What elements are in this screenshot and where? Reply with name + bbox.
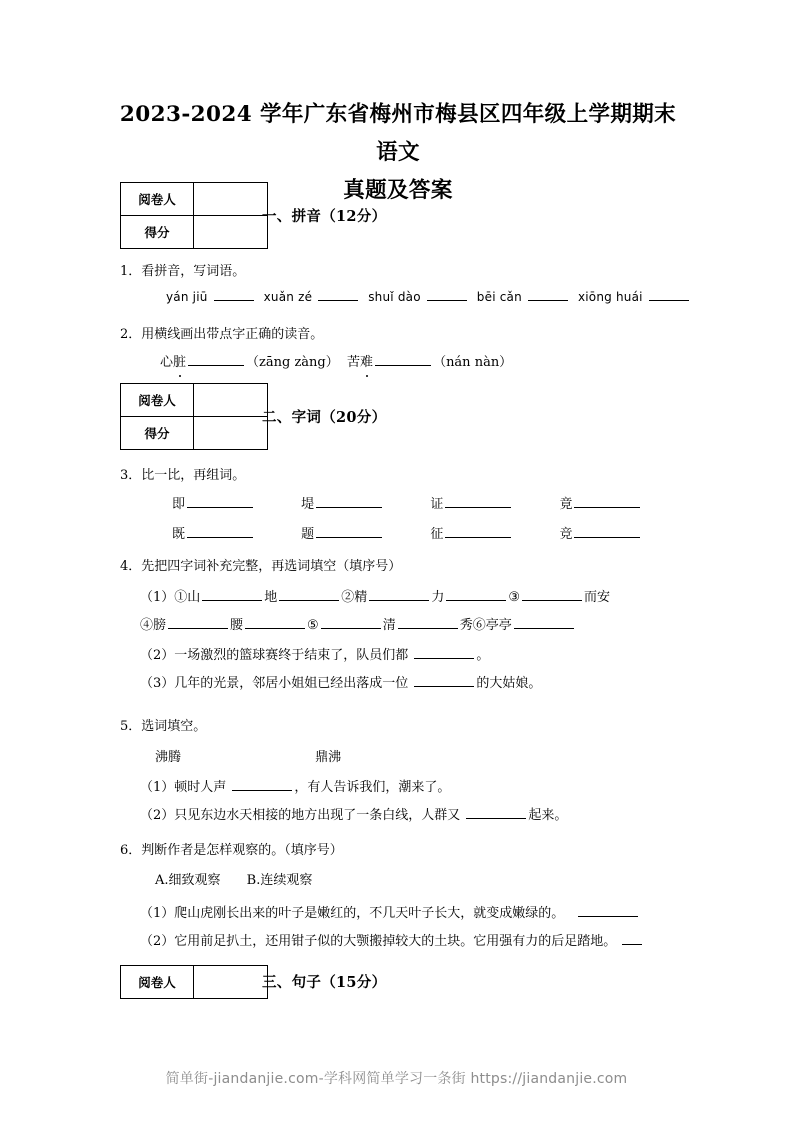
q4-sub3-text: （3）几年的光景，邻居小姐姐已经出落成一位 — [140, 676, 409, 691]
title-line-2: 真题及答案 — [343, 178, 453, 203]
q4-sub2-tail: 。 — [476, 648, 490, 663]
answer-blank[interactable] — [578, 903, 638, 917]
q5-sub1-tail: ，有人告诉我们，潮来了。 — [294, 780, 451, 795]
grader-value-2[interactable] — [194, 384, 268, 417]
grader-value-1[interactable] — [194, 183, 268, 216]
question-5-sub-1 — [140, 777, 450, 798]
answer-blank[interactable] — [168, 615, 228, 629]
question-4-line-1 — [140, 587, 610, 608]
answer-blank[interactable] — [214, 287, 254, 301]
question-5-choices — [155, 748, 341, 768]
q5-choice-a: 沸腾 — [155, 750, 182, 765]
question-1-stem: 1．看拼音，写词语。 — [120, 264, 246, 279]
answer-blank[interactable] — [316, 524, 382, 538]
q4-l2-p3: ⑤ — [307, 618, 319, 633]
score-table-section-2 — [120, 383, 268, 450]
score-label-2: 得分 — [121, 417, 194, 450]
question-5-sub-2 — [140, 805, 567, 826]
question-1-pinyin-row — [166, 287, 691, 307]
q2-word-2b: 难 — [360, 353, 373, 373]
table-row — [121, 216, 268, 249]
q5-choice-b: 鼎沸 — [315, 750, 342, 765]
pinyin-item-3: shuǐ dào — [368, 290, 421, 304]
question-4-sub-2 — [140, 645, 489, 666]
grader-label-3: 阅卷人 — [121, 966, 194, 999]
answer-blank[interactable] — [188, 352, 244, 366]
answer-blank[interactable] — [202, 587, 262, 601]
score-table-section-3 — [120, 965, 268, 999]
question-6-stem: 6．判断作者是怎样观察的。（填序号） — [120, 843, 343, 858]
answer-blank[interactable] — [187, 494, 253, 508]
grader-label-1: 阅卷人 — [121, 183, 194, 216]
answer-blank[interactable] — [187, 524, 253, 538]
answer-blank[interactable] — [279, 587, 339, 601]
answer-blank[interactable] — [528, 287, 568, 301]
q2-word-1a: 心 — [160, 355, 174, 370]
answer-blank[interactable] — [445, 494, 511, 508]
q3-char-6: 题 — [301, 527, 315, 542]
section-heading-2: 二、字词（20分） — [262, 409, 387, 426]
q4-l1-p4: 力 — [431, 590, 445, 605]
q4-sub3-tail: 的大姑娘。 — [476, 676, 542, 691]
question-2-stem: 2．用横线画出带点字正确的读音。 — [120, 327, 324, 342]
pinyin-item-5: xiōng huái — [577, 290, 643, 304]
q4-l1-p1: （1）①山 — [140, 590, 201, 605]
q2-options-2: （nán nàn） — [433, 355, 513, 370]
question-5-stem: 5．选词填空。 — [120, 719, 207, 734]
q3-char-5: 既 — [172, 527, 186, 542]
answer-blank[interactable] — [514, 615, 574, 629]
answer-blank[interactable] — [398, 615, 458, 629]
q3-char-8: 竞 — [559, 527, 573, 542]
answer-blank[interactable] — [446, 587, 506, 601]
table-row — [121, 966, 268, 999]
q4-l2-p5: 秀⑥亭亭 — [459, 618, 512, 633]
score-value-2[interactable] — [194, 417, 268, 450]
q3-char-7: 征 — [430, 527, 444, 542]
answer-blank[interactable] — [232, 777, 292, 791]
answer-blank[interactable] — [316, 494, 382, 508]
answer-blank[interactable] — [318, 287, 358, 301]
section-heading-3: 三、句子（15分） — [262, 974, 387, 991]
score-label-1: 得分 — [121, 216, 194, 249]
question-6-options — [155, 871, 312, 891]
q6-sub2-text: （2）它用前足扒土，还用钳子似的大颚搬掉较大的土块。它用强有力的后足踏地。 — [140, 934, 617, 949]
q4-l2-p1: ④膀 — [140, 618, 167, 633]
answer-blank[interactable] — [574, 494, 640, 508]
pinyin-item-2: xuǎn zé — [263, 290, 313, 304]
question-3-row-2 — [172, 524, 642, 545]
q3-char-2: 堤 — [301, 497, 315, 512]
table-row — [121, 384, 268, 417]
q4-l1-p2: 地 — [264, 590, 278, 605]
answer-blank[interactable] — [427, 287, 467, 301]
q5-sub2-tail: 起来。 — [528, 808, 568, 823]
question-3-row-1 — [172, 494, 642, 515]
question-6-sub-2 — [140, 931, 644, 952]
title-line-1: 2023-2024 学年广东省梅州市梅县区四年级上学期期末语文 — [119, 102, 677, 165]
answer-blank[interactable] — [649, 287, 689, 301]
q4-sub2-text: （2）一场激烈的篮球赛终于结束了，队员们都 — [140, 648, 409, 663]
question-6-sub-1 — [140, 903, 640, 924]
q2-word-2a: 苦 — [347, 355, 361, 370]
question-4-line-2 — [140, 615, 576, 636]
answer-blank[interactable] — [414, 673, 474, 687]
table-row — [121, 183, 268, 216]
answer-blank[interactable] — [622, 931, 642, 945]
answer-blank[interactable] — [375, 352, 431, 366]
q3-char-1: 即 — [172, 497, 186, 512]
q4-l1-p5: ③ — [508, 590, 520, 605]
q4-l1-p3: ②精 — [341, 590, 368, 605]
question-4-stem: 4．先把四字词补充完整，再选词填空（填序号） — [120, 559, 402, 574]
section-heading-1: 一、拼音（12分） — [262, 208, 387, 225]
q6-sub1-text: （1）爬山虎刚长出来的叶子是嫩红的，不几天叶子长大，就变成嫩绿的。 — [140, 906, 565, 921]
q2-options-1: （zāng zàng） — [246, 355, 339, 370]
q6-option-a[interactable]: A.细致观察 — [155, 873, 221, 888]
q4-l1-p6: 而安 — [583, 590, 610, 605]
q4-l2-p2: 腰 — [230, 618, 244, 633]
pinyin-item-4: bēi cǎn — [476, 290, 522, 304]
pinyin-item-1: yán jiū — [166, 290, 208, 304]
table-row — [121, 417, 268, 450]
q4-l2-p4: 清 — [382, 618, 396, 633]
q3-char-4: 竟 — [559, 497, 573, 512]
q5-sub1-text: （1）顿时人声 — [140, 780, 227, 795]
answer-blank[interactable] — [466, 805, 526, 819]
answer-blank[interactable] — [369, 587, 429, 601]
answer-blank[interactable] — [574, 524, 640, 538]
question-2-items — [160, 352, 512, 373]
answer-blank[interactable] — [321, 615, 381, 629]
q2-word-1b: 脏 — [173, 353, 186, 373]
score-table-section-1 — [120, 182, 268, 249]
q5-sub2-text: （2）只见东边水天相接的地方出现了一条白线，人群又 — [140, 808, 461, 823]
footer-watermark: 简单街-jiandanjie.com-学科网简单学习一条街 https://jiandanjie.com — [165, 1071, 628, 1087]
grader-value-3[interactable] — [194, 966, 268, 999]
answer-blank[interactable] — [522, 587, 582, 601]
q3-char-3: 证 — [430, 497, 444, 512]
q6-option-b[interactable]: B.连续观察 — [246, 873, 313, 888]
answer-blank[interactable] — [414, 645, 474, 659]
question-3-stem: 3．比一比，再组词。 — [120, 468, 246, 483]
answer-blank[interactable] — [445, 524, 511, 538]
score-value-1[interactable] — [194, 216, 268, 249]
question-4-sub-3 — [140, 673, 541, 694]
grader-label-2: 阅卷人 — [121, 384, 194, 417]
answer-blank[interactable] — [245, 615, 305, 629]
